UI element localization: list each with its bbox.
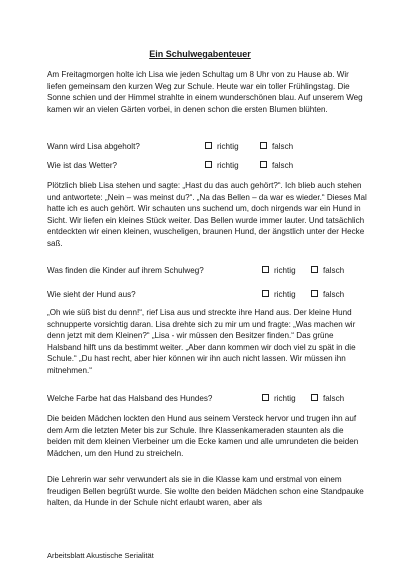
paragraph-4: Die beiden Mädchen lockten den Hund aus seinem Versteck hervor und trugen ihn auf dem Arm die letzten Meter bis zur Schule. Ihre Klassenkameraden staunten als die beiden mit dem kleinen Vierbeiner um die Ecke kamen und alle umrundeten die beiden Mädchen, um den Hund zu streicheln. <box>47 414 359 458</box>
page-title: Ein Schulwegabenteuer <box>149 49 251 59</box>
option-falsch[interactable]: falsch <box>311 265 344 277</box>
question-row-1 <box>47 141 367 153</box>
option-falsch[interactable]: falsch <box>311 393 344 405</box>
paragraph-3: „Oh wie süß bist du denn!“, rief Lisa aus und streckte ihre Hand aus. Der kleine Hund schnupperte vorsichtig daran. Lisa drehte sich zu mir um und fragte: „Was machen wir denn jetzt mit dem Kleinen?“ „Lisa - wir müssen den Besitzer finden.“ Das grüne Halsband hilft uns da bestimmt weiter. „Aber dann kommen wir doch viel zu spät in die Schule.“ „Du hast recht, aber hier können wir ihn auch nicht lassen. Wir müssen ihn mitnehmen.“ <box>47 308 356 375</box>
option-falsch[interactable]: falsch <box>260 160 293 172</box>
option-richtig[interactable]: richtig <box>205 160 239 172</box>
checkbox-icon[interactable] <box>260 161 267 168</box>
checkbox-icon[interactable] <box>205 142 212 149</box>
checkbox-icon[interactable] <box>205 161 212 168</box>
paragraph-5: Die Lehrerin war sehr verwundert als sie in die Klasse kam und erstmal von einem freudigen Bellen begrüßt wurde. Sie wollte den beiden Mädchen schon eine Standpauke halten, da Hunde in der Schule nicht erlaubt waren, aber als <box>47 475 364 508</box>
question-row-5 <box>47 393 367 405</box>
checkbox-icon[interactable] <box>311 394 318 401</box>
checkbox-icon[interactable] <box>311 290 318 297</box>
option-richtig[interactable]: richtig <box>205 141 239 153</box>
option-richtig[interactable]: richtig <box>262 265 296 277</box>
checkbox-icon[interactable] <box>262 290 269 297</box>
checkbox-icon[interactable] <box>311 266 318 273</box>
question-row-2 <box>47 160 367 172</box>
question-row-3 <box>47 265 367 277</box>
paragraph-1: Am Freitagmorgen holte ich Lisa wie jeden Schultag um 8 Uhr von zu Hause ab. Wir liefen gemeinsam den kurzen Weg zur Schule. Heute war ein toller Frühlingstag. Die Sonne schien und der Himmel strahlte in einem wunderschönen blau. Auf unserem Weg kamen wir an vielen Gärten vorbei, in denen schon die ersten Blumen blühten. <box>47 70 363 114</box>
question-text: Welche Farbe hat das Halsband des Hundes? <box>47 394 213 403</box>
option-falsch[interactable]: falsch <box>311 289 344 301</box>
option-falsch[interactable]: falsch <box>260 141 293 153</box>
option-richtig[interactable]: richtig <box>262 393 296 405</box>
footer-text: Arbeitsblatt Akustische Serialität <box>47 551 154 560</box>
option-richtig[interactable]: richtig <box>262 289 296 301</box>
checkbox-icon[interactable] <box>260 142 267 149</box>
question-text: Was finden die Kinder auf ihrem Schulweg? <box>47 266 204 275</box>
question-text: Wann wird Lisa abgeholt? <box>47 142 140 151</box>
checkbox-icon[interactable] <box>262 394 269 401</box>
checkbox-icon[interactable] <box>262 266 269 273</box>
question-text: Wie ist das Wetter? <box>47 161 118 170</box>
paragraph-2: Plötzlich blieb Lisa stehen und sagte: „Hast du das auch gehört?“. Ich blieb auch stehen und antwortete: „Nein – was meinst du?“. „Na das Bellen – da war es wieder.“ Dieses Mal hatte ich es auch gehört. Wir schauten uns suchend um, doch nirgends war ein Hund in Sicht. Wir liefen ein kleines Stück weiter. Das Bellen wurde immer lauter. Und tatsächlich entdeckten wir einen kleinen, wuscheligen, braunen Hund, der ängstlich unter der Hecke saß. <box>47 181 367 248</box>
question-text: Wie sieht der Hund aus? <box>47 290 136 299</box>
question-row-4 <box>47 289 367 301</box>
